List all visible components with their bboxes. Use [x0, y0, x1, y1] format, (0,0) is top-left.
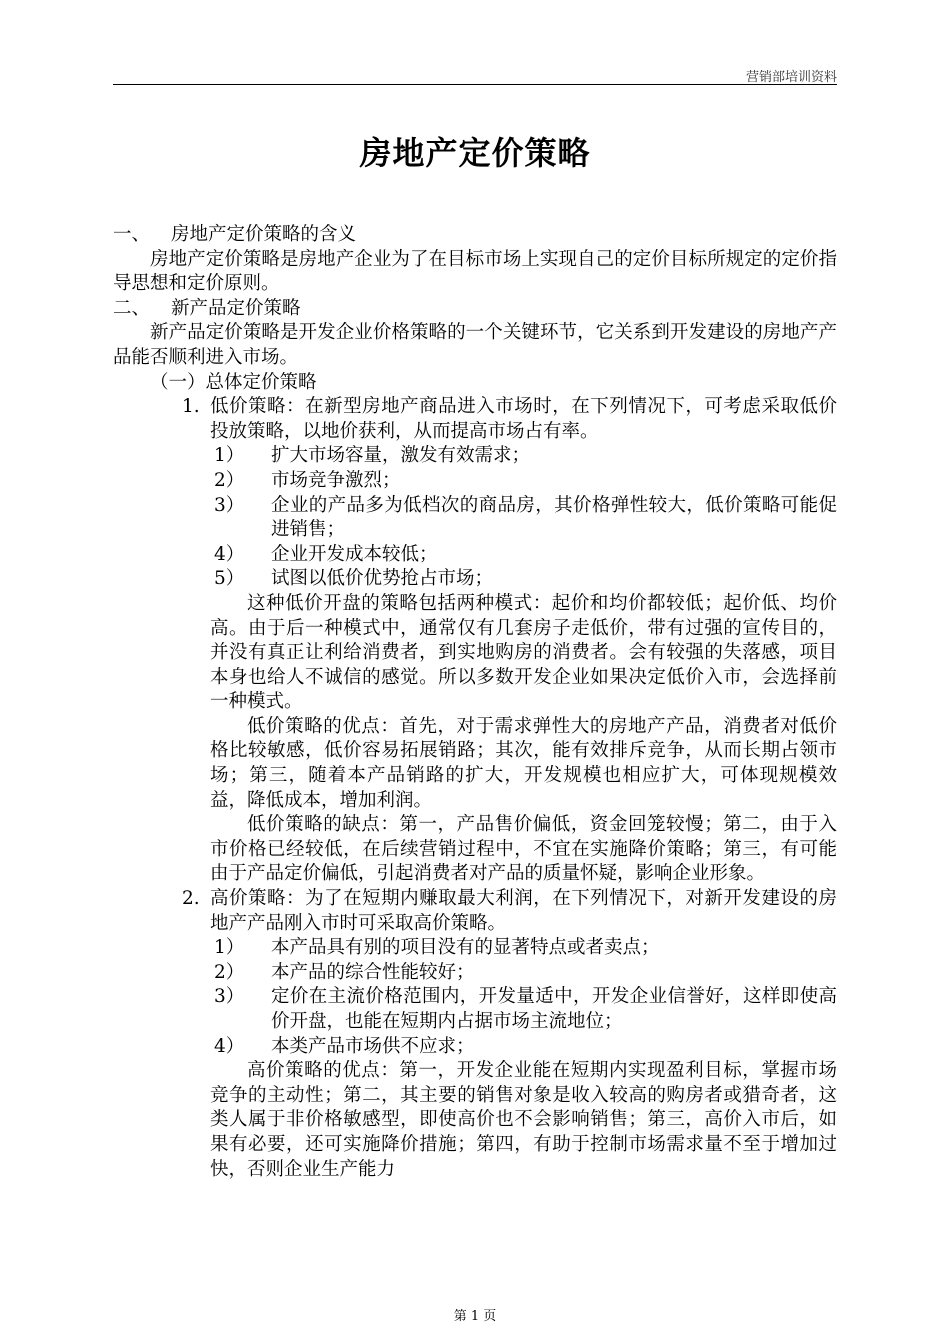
- list-item: 1） 扩大市场容量，激发有效需求；: [214, 445, 531, 467]
- high-price-advantages-paragraph: 高价策略的优点：第一，开发企业能在短期内实现盈利目标，掌握市场竞争的主动性；第二，其主要的销售对象是收入较高的购房者或猎奇者，这类人属于非价格敏感型，即使高价也不会影响销售；第三，高价入市后，如果有必要，还可实施降价措施；第四，有助于控制市场需求量不至于增加过快，否则企业生产能力: [210, 1060, 837, 1180]
- list-item: 2） 市场竞争激烈；: [214, 469, 401, 491]
- low-price-modes-paragraph: 这种低价开盘的策略包括两种模式：起价和均价都较低；起价低、均价高。由于后一种模式中，通常仅有几套房子走低价，带有过强的宣传目的，并没有真正让利给消费者，到实地购房的消费者。会有较强的失落感，项目本身也给人不诚信的感觉。所以多数开发企业如果决定低价入市，会选择前一种模式。: [210, 592, 837, 713]
- section-2-body: 新产品定价策略是开发企业价格策略的一个关键环节，它关系到开发建设的房地产产品能否顺利进入市场。: [113, 322, 837, 368]
- low-price-conditions: [113, 444, 837, 592]
- low-price-advantages-paragraph: 低价策略的优点：首先，对于需求弹性大的房地产产品，消费者对低价格比较敏感，低价容易拓展销路；其次，能有效排斥竞争，从而长期占领市场；第三，随着本产品销路的扩大，开发规模也相应扩大，可体现规模效益，降低成本，增加利润。: [210, 715, 837, 811]
- list-item: 3） 定价在主流价格范围内，开发量适中，开发企业信誉好，这样即使高价开盘，也能在短期内占据市场主流地位；: [214, 986, 837, 1032]
- list-item: 5） 试图以低价优势抢占市场；: [214, 568, 494, 590]
- list-item: 4） 企业开发成本较低；: [214, 543, 438, 565]
- list-item: 1） 本产品具有别的项目没有的显著特点或者卖点；: [214, 937, 660, 959]
- list-item: 2） 本产品的综合性能较好；: [214, 961, 475, 983]
- list-item-high-price: 2. 高价策略：为了在短期内赚取最大利润，在下列情况下，对新开发建设的房地产产品刚入市时可采取高价策略。: [182, 888, 837, 934]
- subsection-heading: （一）总体定价策略: [150, 371, 317, 393]
- document-body: [113, 223, 837, 1182]
- section-1-body: 房地产定价策略是房地产企业为了在目标市场上实现自己的定价目标所规定的定价指导思想和定价原则。: [113, 248, 837, 295]
- low-price-disadvantages-paragraph: 低价策略的缺点：第一，产品售价偏低，资金回笼较慢；第二，由于入市价格已经较低，在后续营销过程中，不宜在实施降价策略；第三，有可能由于产品定价偏低，引起消费者对产品的质量怀疑，影响企业形象。: [210, 814, 837, 885]
- header-rule: [113, 84, 837, 85]
- section-heading-1: 一、 房地产定价策略的含义: [113, 224, 357, 245]
- page-number: 第 1 页: [453, 1309, 497, 1324]
- page-header: 营销部培训资料: [745, 70, 837, 85]
- high-price-conditions: [113, 936, 837, 1059]
- list-item: 4） 本类产品市场供不应求；: [214, 1035, 475, 1057]
- list-item: 3） 企业的产品多为低档次的商品房，其价格弹性较大，低价策略可能促进销售；: [214, 494, 837, 541]
- section-heading-2: 二、 新产品定价策略: [113, 297, 301, 319]
- list-item-low-price: 1. 低价策略：在新型房地产商品进入市场时，在下列情况下，可考虑采取低价投放策略，以地价获利，从而提高市场占有率。: [182, 396, 837, 442]
- document-title: 房地产定价策略: [359, 134, 591, 172]
